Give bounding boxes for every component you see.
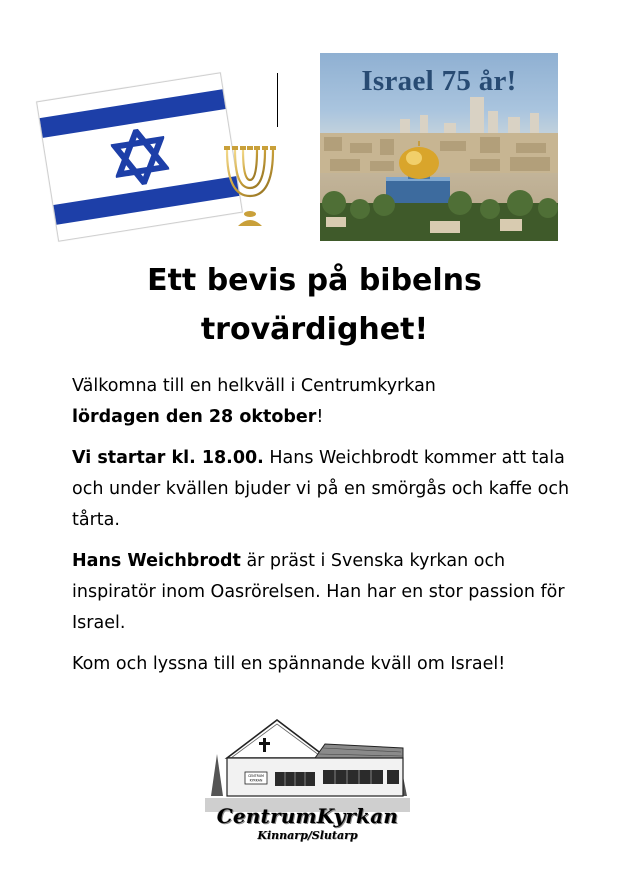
church-sign-2: KYRKAN: [249, 778, 263, 783]
invitation-text: Kom och lyssna till en spännande kväll om Israel!: [72, 654, 506, 674]
church-sign: CENTRUM: [248, 774, 264, 778]
paragraph-welcome: [72, 371, 572, 433]
jerusalem-photo: [320, 53, 558, 241]
schedule-text: Hans Weichbrodt kommer att tala och under kvällen bjuder vi på en smörgås och kaffe och tårta.: [72, 448, 570, 530]
event-date: lördagen den 28 oktober: [72, 407, 317, 427]
flag-image: [36, 72, 243, 242]
church-logo-name: CentrumKyrkan: [216, 804, 399, 828]
speaker-bio: är präst i Svenska kyrkan och inspiratör inom Oasrörelsen. Han har en stor passion för Israel.: [72, 551, 565, 633]
photo-caption: Israel 75 år!: [361, 65, 517, 97]
headline-line-1: Ett bevis på bibelns: [147, 263, 482, 298]
israel-flag: [34, 66, 244, 251]
body-text: [72, 371, 572, 690]
exclamation: !: [316, 407, 324, 427]
headline: [0, 256, 629, 354]
vertical-divider: [277, 73, 278, 127]
menorah-icon: [218, 140, 282, 230]
church-logo-location: Kinnarp/Slutarp: [257, 829, 358, 842]
speaker-name: Hans Weichbrodt: [72, 551, 241, 571]
paragraph-schedule: [72, 443, 572, 536]
paragraph-speaker: [72, 546, 572, 639]
church-building: [205, 714, 410, 814]
headline-line-2: trovärdighet!: [200, 312, 429, 347]
welcome-text: Välkomna till en helkväll i Centrumkyrkan: [72, 376, 436, 396]
star-of-david-icon: [109, 125, 171, 189]
paragraph-invitation: [72, 649, 572, 680]
start-time: Vi startar kl. 18.00.: [72, 448, 264, 468]
